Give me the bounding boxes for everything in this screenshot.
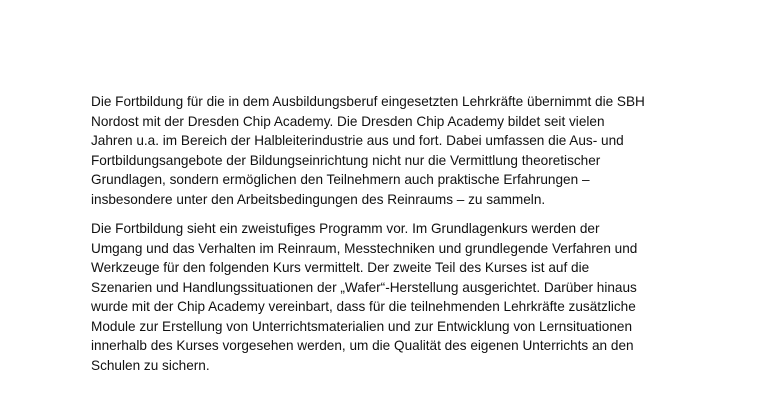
paragraph-line: Szenarien und Handlungssituationen der „Wafer“-Herstellung ausgerichtet. Darüber hinaus bbox=[91, 279, 637, 295]
paragraph-line: Umgang und das Verhalten im Reinraum, Messtechniken und grundlegende Verfahren und bbox=[91, 240, 638, 256]
paragraph-line: innerhalb des Kurses vorgesehen werden, um die Qualität des eigenen Unterrichts an den bbox=[91, 338, 634, 353]
paragraph-2 bbox=[91, 219, 711, 375]
paragraph-line: Schulen zu sichern. bbox=[91, 357, 210, 373]
paragraph-line: Jahren u.a. im Bereich der Halbleiterindustrie aus und fort. Dabei umfassen die Aus- und bbox=[91, 133, 624, 148]
paragraph-line: Fortbildungsangebote der Bildungseinrichtung nicht nur die Vermittlung theoretischer bbox=[91, 152, 601, 168]
paragraph-line: Die Fortbildung für die in dem Ausbildungsberuf eingesetzten Lehrkräfte übernimmt die SBH bbox=[91, 94, 645, 109]
paragraph-1 bbox=[91, 92, 711, 209]
paragraph-line: Module zur Erstellung von Unterrichtsmaterialien und zur Entwicklung von Lernsituationen bbox=[91, 318, 633, 334]
paragraph-line: Die Fortbildung sieht ein zweistufiges Programm vor. Im Grundlagenkurs werden der bbox=[91, 221, 600, 236]
paragraph-line: Nordost mit der Dresden Chip Academy. Die Dresden Chip Academy bildet seit vielen bbox=[91, 113, 605, 129]
paragraph-line: Grundlagen, sondern ermöglichen den Teilnehmern auch praktische Erfahrungen – bbox=[91, 172, 590, 187]
paragraph-line: Werkzeuge für den folgenden Kurs vermittelt. Der zweite Teil des Kurses ist auf die bbox=[91, 260, 590, 275]
paragraph-line: wurde mit der Chip Academy vereinbart, dass für die teilnehmenden Lehrkräfte zusätzliche bbox=[91, 299, 636, 314]
paragraph-line: insbesondere unter den Arbeitsbedingungen des Reinraums – zu sammeln. bbox=[91, 191, 546, 207]
